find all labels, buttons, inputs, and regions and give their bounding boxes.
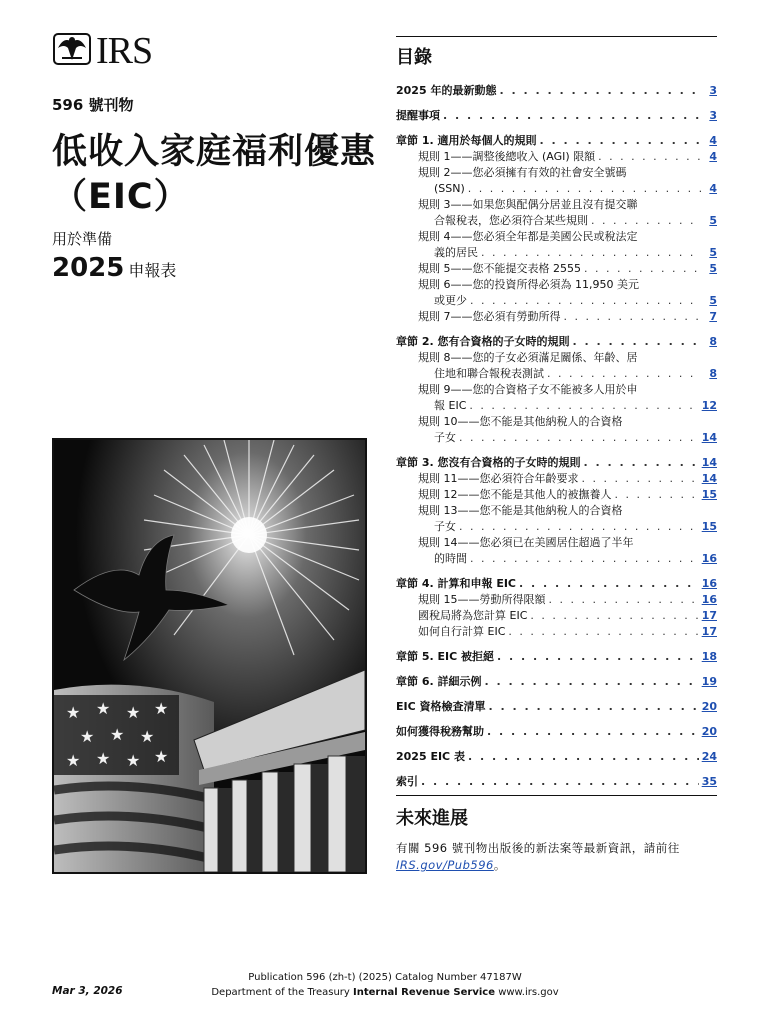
toc-label: 章節 6. 詳細示例 <box>396 675 482 688</box>
toc-label: 2025 EIC 表 <box>396 750 465 763</box>
tax-year-line <box>52 253 176 283</box>
toc-label: 報 EIC <box>434 399 467 412</box>
irs-logo-text: IRS <box>96 30 153 72</box>
pub596-link[interactable]: IRS.gov/Pub596 <box>396 858 494 872</box>
toc-page-link[interactable]: 18 <box>701 650 717 663</box>
toc-label: 規則 5——您不能提交表格 2555 <box>418 262 581 275</box>
toc-page-link[interactable]: 14 <box>701 431 717 444</box>
toc-entry-rule-13-line1: 規則 13——您不能是其他納稅人的合資格 <box>418 504 623 517</box>
toc-entry-rule-15[interactable] <box>396 592 717 608</box>
future-body: 有關 596 號刊物出版後的新法案等最新資訊，請前往 <box>396 841 680 855</box>
toc-entry-rule-5[interactable] <box>396 261 717 277</box>
svg-text:★: ★ <box>140 727 155 746</box>
return-label: 申報表 <box>128 261 177 280</box>
toc-page-link[interactable]: 15 <box>701 488 717 501</box>
svg-text:★: ★ <box>154 699 169 718</box>
toc-page-link[interactable]: 16 <box>701 552 717 565</box>
toc-entry-rule-9[interactable] <box>396 398 717 414</box>
toc-entry-eic-table[interactable] <box>396 749 717 765</box>
toc-entry-checklist[interactable] <box>396 699 717 715</box>
toc-entry-rule-3-line1: 規則 3——如果您與配偶分居並且沒有提交聯 <box>418 198 638 211</box>
toc-page-link[interactable]: 20 <box>701 725 717 738</box>
toc-entry-self-figure-eic[interactable] <box>396 624 717 640</box>
tax-year: 2025 <box>52 253 125 283</box>
svg-text:★: ★ <box>96 699 111 718</box>
toc-page-link[interactable]: 20 <box>701 700 717 713</box>
toc-label: 如何獲得稅務幫助 <box>396 725 484 738</box>
future-text <box>396 840 717 874</box>
toc-label: 規則 1——調整後總收入 (AGI) 限額 <box>418 150 596 163</box>
toc-entry-rule-4[interactable] <box>396 245 717 261</box>
toc-entry-rule-2[interactable] <box>396 181 717 197</box>
toc-label: 章節 1. 適用於每個人的規則 <box>396 134 537 147</box>
toc-entry-rule-7[interactable] <box>396 309 717 325</box>
toc-label: 章節 4. 計算和申報 EIC <box>396 577 517 590</box>
svg-text:★: ★ <box>126 751 141 770</box>
used-for-label: 用於準備 <box>52 230 113 248</box>
toc-label: 提醒事項 <box>396 109 440 122</box>
toc-page-link[interactable]: 8 <box>709 367 717 380</box>
toc-page-link[interactable]: 24 <box>701 750 717 763</box>
toc-label: 規則 7——您必須有勞動所得 <box>418 310 561 323</box>
toc-page-link[interactable]: 5 <box>709 294 717 307</box>
toc-page-link[interactable]: 7 <box>709 310 717 323</box>
toc-page-link[interactable]: 14 <box>701 456 717 469</box>
publication-number: 596 號刊物 <box>52 96 134 114</box>
toc-entry-rule-14[interactable] <box>396 551 717 567</box>
svg-text:★: ★ <box>80 727 95 746</box>
future-developments <box>396 795 717 874</box>
toc-page-link[interactable]: 12 <box>701 399 717 412</box>
toc-label: 2025 年的最新動態 <box>396 84 497 97</box>
toc-label: 的時間 <box>434 552 467 565</box>
future-heading: 未來進展 <box>396 808 468 829</box>
toc-page-link[interactable]: 5 <box>709 262 717 275</box>
toc-entry-chapter-3[interactable] <box>396 455 717 471</box>
toc-entry-chapter-4[interactable] <box>396 576 717 592</box>
toc-label: EIC 資格檢查清單 <box>396 700 486 713</box>
toc-entry-tax-help[interactable] <box>396 724 717 740</box>
toc-label: 索引 <box>396 775 418 788</box>
toc-entry-rule-6[interactable] <box>396 293 717 309</box>
footer-info <box>200 970 570 1000</box>
svg-text:★: ★ <box>126 703 141 722</box>
toc-label: 章節 3. 您沒有合資格的子女時的規則 <box>396 456 581 469</box>
svg-text:★: ★ <box>154 747 169 766</box>
toc-entry-rule-2-line1: 規則 2——您必須擁有有效的社會安全號碼 <box>418 166 627 179</box>
toc-entry-chapter-5[interactable] <box>396 649 717 665</box>
document-title: 低收入家庭福利優惠（EIC） <box>52 132 377 217</box>
toc-page-link[interactable]: 5 <box>709 214 717 227</box>
toc-label: 規則 15——勞動所得限額 <box>418 593 546 606</box>
toc-label: 章節 5. EIC 被拒絕 <box>396 650 495 663</box>
toc-entry-chapter-2[interactable] <box>396 334 717 350</box>
toc-entry-rule-9-line1: 規則 9——您的合資格子女不能被多人用於申 <box>418 383 638 396</box>
toc-entry-rule-4-line1: 規則 4——您必須全年都是美國公民或稅法定 <box>418 230 638 243</box>
toc-page-link[interactable]: 3 <box>709 84 717 97</box>
footer-dept: Department of the Treasury <box>211 987 350 998</box>
svg-text:★: ★ <box>96 749 111 768</box>
toc-page-link[interactable]: 14 <box>701 472 717 485</box>
toc-label: 子女 <box>434 431 456 444</box>
footer-publication-line: Publication 596 (zh-t) (2025) Catalog Number 47187W <box>248 972 522 983</box>
toc-label: 或更少 <box>434 294 467 307</box>
toc-entry-rule-8[interactable] <box>396 366 717 382</box>
toc-entry-rule-13[interactable] <box>396 519 717 535</box>
toc-page-link[interactable]: 8 <box>709 335 717 348</box>
toc-page-link[interactable]: 19 <box>701 675 717 688</box>
svg-text:★: ★ <box>66 751 81 770</box>
toc-page-link[interactable]: 4 <box>709 182 717 195</box>
toc-page-link[interactable]: 17 <box>701 625 717 638</box>
toc-entry-reminders[interactable] <box>396 108 717 124</box>
toc-entry-index[interactable] <box>396 774 717 790</box>
toc-label: 如何自行計算 EIC <box>418 625 506 638</box>
toc-page-link[interactable]: 3 <box>709 109 717 122</box>
toc-label: (SSN) <box>434 182 465 195</box>
svg-text:★: ★ <box>110 725 125 744</box>
toc-label: 規則 12——您不能是其他人的被撫養人 <box>418 488 612 501</box>
toc-entry-rule-10-line1: 規則 10——您不能是其他納稅人的合資格 <box>418 415 623 428</box>
toc-label: 章節 2. 您有合資格的子女時的規則 <box>396 335 570 348</box>
toc-entry-whats-new[interactable] <box>396 83 717 99</box>
toc-page-link[interactable]: 5 <box>709 246 717 259</box>
irs-logo <box>52 30 152 72</box>
fireworks-eagle-courthouse-image <box>54 440 365 872</box>
toc-entry-rule-1[interactable] <box>396 149 717 165</box>
toc-page-link[interactable]: 16 <box>701 593 717 606</box>
toc-page-link[interactable]: 17 <box>701 609 717 622</box>
toc-page-link[interactable]: 35 <box>701 775 717 788</box>
toc-entry-rule-6-line1: 規則 6——您的投資所得必須為 11,950 美元 <box>418 278 639 291</box>
footer-service: Internal Revenue Service <box>353 987 495 998</box>
toc-entry-rule-14-line1: 規則 14——您必須已在美國居住超過了半年 <box>418 536 634 549</box>
future-period: 。 <box>493 858 506 872</box>
footer-site[interactable]: www.irs.gov <box>498 987 559 998</box>
toc-page-link[interactable]: 4 <box>709 150 717 163</box>
revision-date: Mar 3, 2026 <box>52 985 123 997</box>
svg-text:★: ★ <box>66 703 81 722</box>
toc-entry-irs-figure-eic[interactable] <box>396 608 717 624</box>
toc-heading: 目錄 <box>396 47 432 68</box>
toc-entry-rule-8-line1: 規則 8——您的子女必須滿足關係、年齡、居 <box>418 351 638 364</box>
footer-agency-line <box>200 985 570 1000</box>
toc-entry-chapter-6[interactable] <box>396 674 717 690</box>
cover-image <box>52 438 367 874</box>
toc-label: 住地和聯合報稅表測試 <box>434 367 544 380</box>
toc-entry-rule-12[interactable] <box>396 487 717 503</box>
toc-entry-rule-11[interactable] <box>396 471 717 487</box>
toc-entry-chapter-1[interactable] <box>396 133 717 149</box>
toc-page-link[interactable]: 4 <box>709 134 717 147</box>
toc-label: 義的居民 <box>434 246 478 259</box>
toc-label: 合報稅表，您必須符合某些規則 <box>434 214 588 227</box>
toc-entry-rule-10[interactable] <box>396 430 717 446</box>
toc-page-link[interactable]: 16 <box>701 577 717 590</box>
toc-label: 國稅局將為您計算 EIC <box>418 609 528 622</box>
toc-page-link[interactable]: 15 <box>701 520 717 533</box>
table-of-contents <box>396 36 717 790</box>
toc-entry-rule-3[interactable] <box>396 213 717 229</box>
toc-label: 子女 <box>434 520 456 533</box>
toc-label: 規則 11——您必須符合年齡要求 <box>418 472 579 485</box>
irs-eagle-logo-icon <box>52 30 92 72</box>
